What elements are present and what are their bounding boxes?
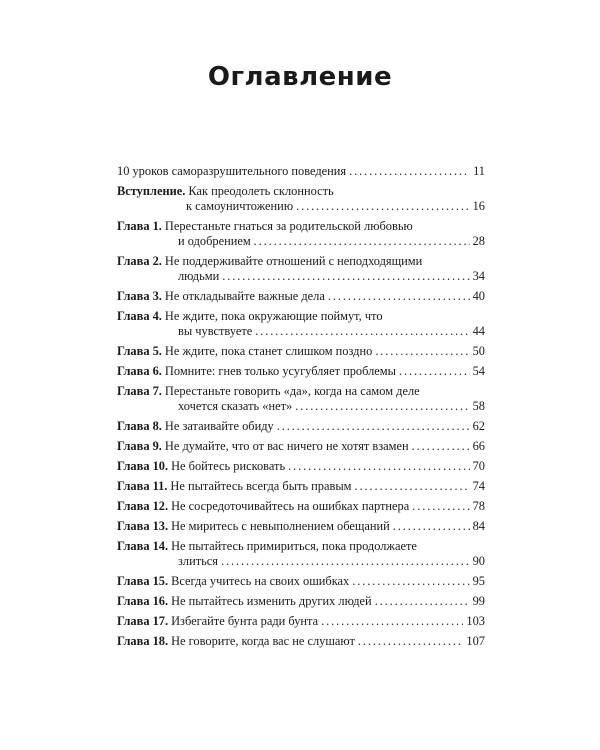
toc-entry-text-cont: к самоуничтожению <box>186 199 294 213</box>
chapter-title: Не ждите, пока станет слишком поздно <box>164 344 373 358</box>
chapter-title: Не бойтесь рисковать <box>171 459 286 473</box>
dot-leader <box>288 459 470 474</box>
toc-entry-chapter-15[interactable] <box>117 574 485 589</box>
toc-entry-chapter-9[interactable] <box>117 439 485 454</box>
page-number: 58 <box>472 399 485 413</box>
page-number: 95 <box>472 574 485 588</box>
chapter-title: Не думайте, что от вас ничего не хотят взамен <box>164 439 409 453</box>
page-number: 28 <box>472 234 485 248</box>
dot-leader <box>321 614 463 629</box>
dot-leader <box>221 554 470 569</box>
chapter-title-cont: вы чувствуете <box>178 324 253 338</box>
dot-leader <box>352 574 469 589</box>
chapter-label: Глава 18. <box>117 634 169 648</box>
page-number: 11 <box>473 164 485 178</box>
toc-entry-preface[interactable] <box>117 164 485 179</box>
page-number: 54 <box>472 364 485 378</box>
chapter-title: Не затаивайте обиду <box>164 419 274 433</box>
dot-leader <box>295 399 469 414</box>
table-of-contents <box>117 164 485 654</box>
page-number: 70 <box>472 459 485 473</box>
chapter-label: Глава 16. <box>117 594 169 608</box>
toc-entry-chapter-7[interactable] <box>117 384 485 414</box>
chapter-label: Глава 3. <box>117 289 162 303</box>
chapter-title: Перестаньте гнаться за родительской любовью <box>164 219 413 233</box>
page-number: 90 <box>472 554 485 568</box>
chapter-title: Перестаньте говорить «да», когда на самом деле <box>164 384 420 398</box>
page-number: 16 <box>472 199 485 213</box>
chapter-title: Помните: гнев только усугубляет проблемы <box>164 364 396 378</box>
chapter-label: Глава 9. <box>117 439 162 453</box>
dot-leader <box>328 289 470 304</box>
chapter-label: Глава 1. <box>117 219 162 233</box>
page-number: 44 <box>472 324 485 338</box>
dot-leader <box>349 164 470 179</box>
toc-entry-chapter-14[interactable] <box>117 539 485 569</box>
toc-entry-text: 10 уроков саморазрушительного поведения <box>117 164 347 178</box>
chapter-title-cont: и одобрением <box>178 234 251 248</box>
dot-leader <box>412 499 469 514</box>
dot-leader <box>399 364 470 379</box>
page-number: 74 <box>472 479 485 493</box>
chapter-label: Глава 6. <box>117 364 162 378</box>
page-number: 50 <box>472 344 485 358</box>
chapter-title-cont: людьми <box>178 269 220 283</box>
chapter-label: Глава 4. <box>117 309 162 323</box>
dot-leader <box>358 634 463 649</box>
page-number: 84 <box>472 519 485 533</box>
toc-entry-chapter-5[interactable] <box>117 344 485 359</box>
toc-entry-chapter-8[interactable] <box>117 419 485 434</box>
page-number: 40 <box>472 289 485 303</box>
toc-entry-chapter-1[interactable] <box>117 219 485 249</box>
toc-entry-chapter-18[interactable] <box>117 634 485 649</box>
chapter-title: Не ждите, пока окружающие поймут, что <box>164 309 383 323</box>
chapter-list <box>117 219 485 649</box>
dot-leader <box>393 519 470 534</box>
dot-leader <box>355 479 470 494</box>
page-number: 62 <box>472 419 485 433</box>
toc-entry-chapter-6[interactable] <box>117 364 485 379</box>
dot-leader <box>375 594 470 609</box>
page-number: 78 <box>472 499 485 513</box>
toc-entry-chapter-12[interactable] <box>117 499 485 514</box>
page-number: 99 <box>472 594 485 608</box>
chapter-title: Не пытайтесь примириться, пока продолжаете <box>171 539 417 553</box>
toc-entry-chapter-10[interactable] <box>117 459 485 474</box>
chapter-title: Не сосредоточивайтесь на ошибках партнера <box>171 499 410 513</box>
chapter-title-cont: злиться <box>178 554 218 568</box>
intro-label: Вступление. <box>117 184 186 198</box>
dot-leader <box>277 419 470 434</box>
toc-entry-intro[interactable] <box>117 184 485 214</box>
chapter-label: Глава 5. <box>117 344 162 358</box>
chapter-label: Глава 15. <box>117 574 169 588</box>
chapter-label: Глава 10. <box>117 459 169 473</box>
chapter-label: Глава 8. <box>117 419 162 433</box>
page-number: 34 <box>472 269 485 283</box>
page-title: Оглавление <box>207 62 393 92</box>
toc-entry-chapter-16[interactable] <box>117 594 485 609</box>
chapter-label: Глава 17. <box>117 614 169 628</box>
page-number: 66 <box>472 439 485 453</box>
toc-entry-chapter-13[interactable] <box>117 519 485 534</box>
dot-leader <box>254 234 470 249</box>
toc-entry-chapter-11[interactable] <box>117 479 485 494</box>
chapter-label: Глава 11. <box>117 479 168 493</box>
chapter-label: Глава 12. <box>117 499 169 513</box>
toc-entry-chapter-3[interactable] <box>117 289 485 304</box>
page-number: 103 <box>466 614 485 628</box>
toc-entry-chapter-4[interactable] <box>117 309 485 339</box>
toc-entry-chapter-17[interactable] <box>117 614 485 629</box>
chapter-label: Глава 7. <box>117 384 162 398</box>
chapter-label: Глава 2. <box>117 254 162 268</box>
chapter-title: Не откладывайте важные дела <box>164 289 325 303</box>
dot-leader <box>222 269 469 284</box>
chapter-title-cont: хочется сказать «нет» <box>178 399 293 413</box>
chapter-label: Глава 13. <box>117 519 169 533</box>
chapter-title: Всегда учитесь на своих ошибках <box>171 574 350 588</box>
chapter-title: Не миритесь с невыполнением обещаний <box>171 519 390 533</box>
toc-entry-text: Как преодолеть склонность <box>188 184 334 198</box>
page-number: 107 <box>466 634 485 648</box>
chapter-title: Избегайте бунта ради бунта <box>171 614 319 628</box>
chapter-title: Не пытайтесь всегда быть правым <box>170 479 352 493</box>
chapter-title: Не пытайтесь изменить других людей <box>171 594 372 608</box>
dot-leader <box>296 199 470 214</box>
toc-entry-chapter-2[interactable] <box>117 254 485 284</box>
chapter-title: Не говорите, когда вас не слушают <box>171 634 355 648</box>
chapter-label: Глава 14. <box>117 539 169 553</box>
dot-leader <box>255 324 469 339</box>
chapter-title: Не поддерживайте отношений с неподходящими <box>164 254 423 268</box>
dot-leader <box>375 344 469 359</box>
dot-leader <box>412 439 470 454</box>
